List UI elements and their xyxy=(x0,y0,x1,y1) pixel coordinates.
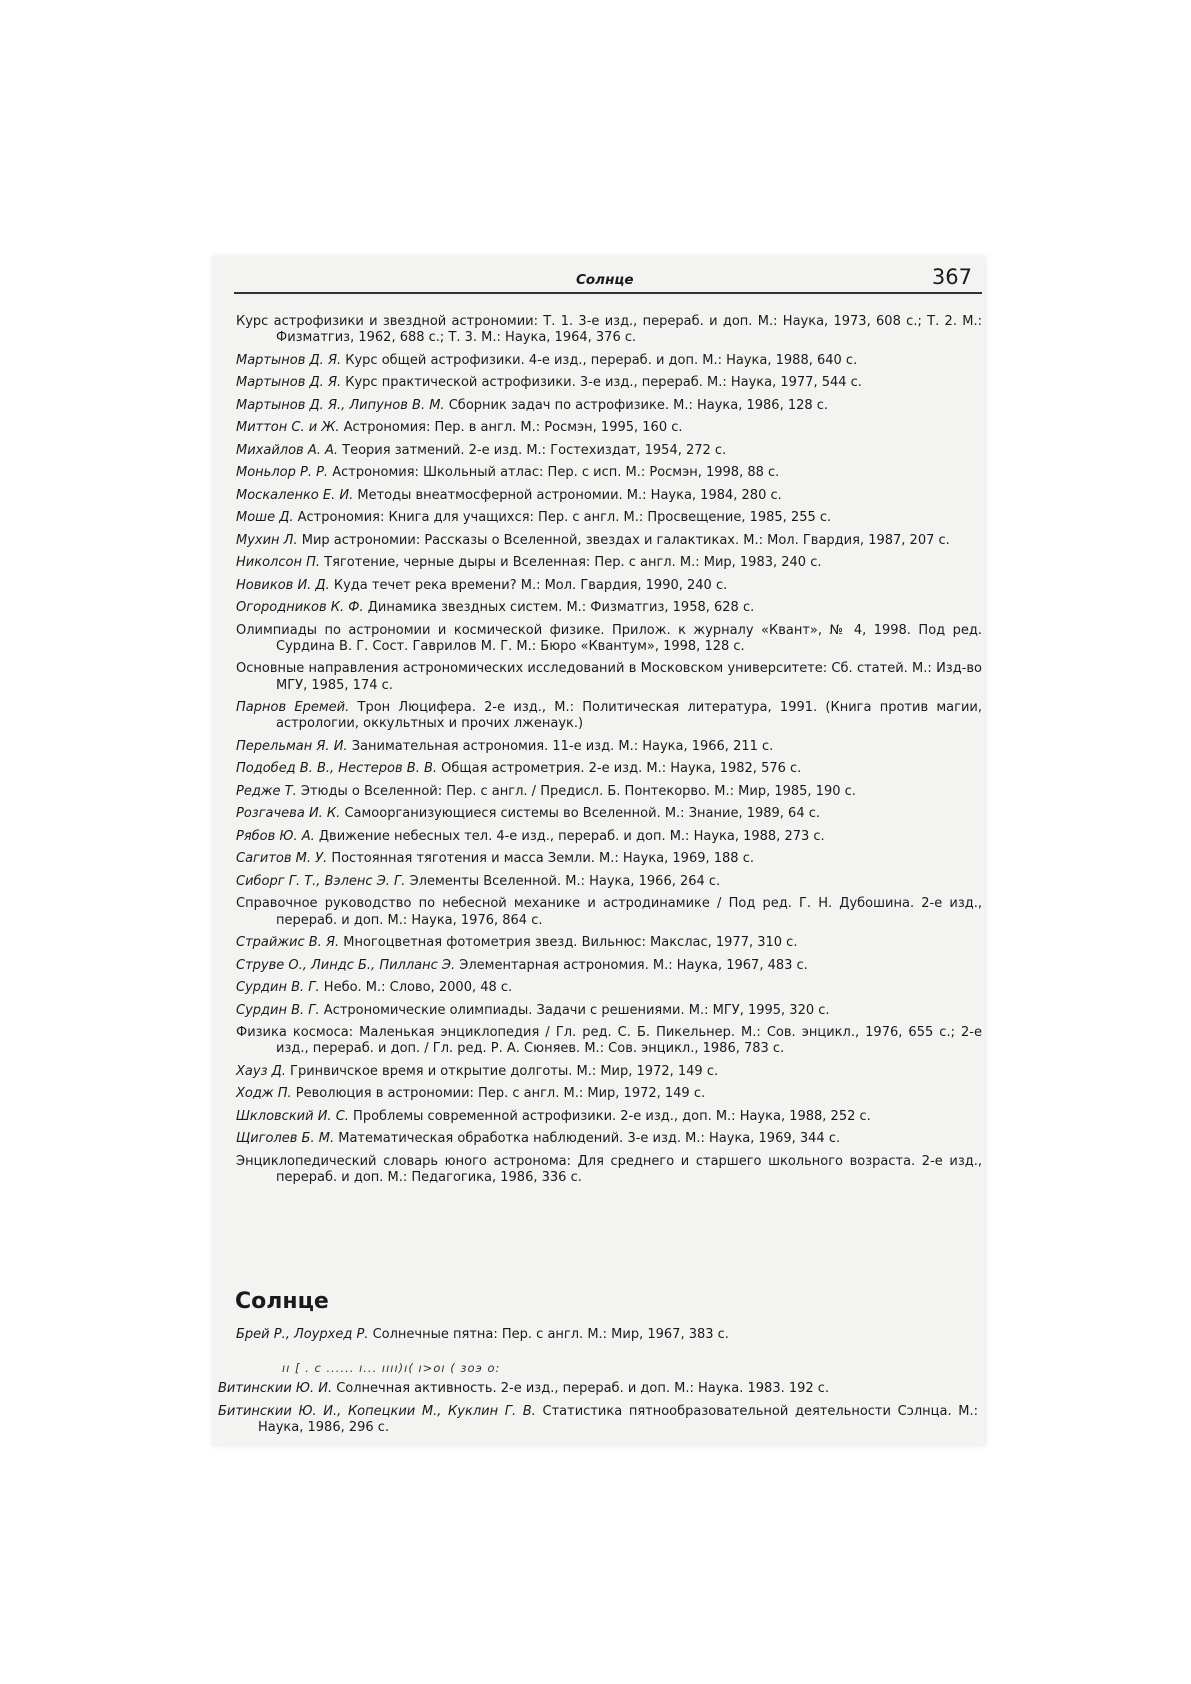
entry-author: Перельман Я. И. xyxy=(236,738,348,754)
entry-text: Трон Люцифера. 2-е изд., М.: Политическая литература, 1991. (Книга против магии, астрологии, оккультных и прочих лженаук.) xyxy=(276,700,982,732)
entry-author: Николсон П. xyxy=(236,555,320,571)
entry-text: Самоорганизующиеся системы во Вселенной. М.: Знание, 1989, 64 с. xyxy=(344,806,821,822)
entry-text: Математическая обработка наблюдений. 3-е изд. М.: Наука, 1969, 344 с. xyxy=(338,1131,841,1147)
bibliography-entry xyxy=(236,314,982,346)
entry-author: Сагитов М. У. xyxy=(236,851,328,867)
bibliography-entry xyxy=(236,958,982,974)
bibliography-entry xyxy=(236,1064,982,1080)
entry-text: Методы внеатмосферной астрономии. М.: Наука, 1984, 280 с. xyxy=(357,487,782,503)
entry-author: Витинскии Ю. И. xyxy=(218,1381,333,1396)
running-title: Солнце xyxy=(576,272,634,288)
entry-text: Мир астрономии: Рассказы о Вселенной, звездах и галактиках. М.: Мол. Гвардия, 1987, 207 с. xyxy=(301,532,950,548)
entry-text: Астрономия: Пер. в англ. М.: Росмэн, 1995, 160 с. xyxy=(343,420,683,436)
entry-text: Основные направления астрономических исследований в Московском университете: Сб. статей. М.: Изд-во МГУ, 1985, 174 с. xyxy=(236,661,982,693)
entry-author: Щиголев Б. М. xyxy=(236,1131,335,1147)
bibliography-entry xyxy=(236,623,982,655)
entry-author: Сиборг Г. Т., Вэленс Э. Г. xyxy=(236,873,406,889)
entry-text: Солнечная активность. 2-е изд., перераб. и доп. М.: Наука. 1983. 192 с. xyxy=(336,1381,830,1396)
entry-text: Небо. М.: Слово, 2000, 48 с. xyxy=(323,980,513,996)
entry-author: Михайлов А. А. xyxy=(236,442,339,458)
bibliography-entry xyxy=(236,488,982,504)
bibliography-entry xyxy=(236,533,982,549)
bibliography-entry xyxy=(236,761,982,777)
entry-text: Общая астрометрия. 2-е изд. М.: Наука, 1982, 576 с. xyxy=(441,761,802,777)
bibliography-entry xyxy=(236,1327,982,1343)
entry-author: Редже Т. xyxy=(236,783,297,799)
entry-text: Олимпиады по астрономии и космической физике. Прилож. к журналу «Квант», № 4, 1998. Под ред. Сурдина В. Г. Сост. Гаврилов М. Г. М.: Бюро «Квантум», 1998, 128 с. xyxy=(236,622,982,654)
header-rule xyxy=(234,292,982,294)
entry-author: Моше Д. xyxy=(236,510,294,526)
entry-author: Страйжис В. Я. xyxy=(236,935,340,951)
bibliography-entry xyxy=(236,375,982,391)
entry-text: Движение небесных тел. 4-е изд., перераб. и доп. М.: Наука, 1988, 273 с. xyxy=(318,828,825,844)
entry-author: Парнов Еремей. xyxy=(236,700,350,716)
entry-text: Теория затмений. 2-е изд. М.: Гостехиздат, 1954, 272 с. xyxy=(342,442,727,458)
bibliography-entry xyxy=(218,1381,978,1397)
bibliography-entry xyxy=(218,1404,978,1436)
bibliography-entry xyxy=(236,1003,982,1019)
entry-author: Битинскии Ю. И., Копецкии М., Куклин Г. В. xyxy=(218,1403,536,1419)
entry-author: Сурдин В. Г. xyxy=(236,1002,320,1018)
entry-text: Физика космоса: Маленькая энциклопедия / Гл. ред. С. Б. Пикельнер. М.: Сов. энцикл., 1976, 655 с.; 2-е изд., перераб. и доп. / Гл. ред. Р. А. Сюняев. М.: Сов. энцикл., 1986, 783 с. xyxy=(236,1025,982,1057)
entry-author: Моньлор Р. Р. xyxy=(236,465,329,481)
page-number: 367 xyxy=(931,265,972,289)
running-header xyxy=(236,262,982,292)
entry-author: Мартынов Д. Я., Липунов В. М. xyxy=(236,397,445,413)
entry-author: Мухин Л. xyxy=(236,532,298,548)
entry-text: Статистика пятнообразовательной деятельности Сɔлнца. М.: Наука, 1986, 296 с. xyxy=(258,1403,978,1435)
bibliography-entry xyxy=(236,700,982,732)
entry-text: Куда течет река времени? М.: Мол. Гвардия, 1990, 240 с. xyxy=(333,577,728,593)
bibliography-list xyxy=(236,314,982,1192)
entry-author: Миттон С. и Ж. xyxy=(236,420,340,436)
entry-text: Занимательная астрономия. 11-е изд. М.: Наука, 1966, 211 с. xyxy=(351,738,774,754)
bibliography-entry xyxy=(236,661,982,693)
bibliography-entry xyxy=(236,851,982,867)
bibliography-entry xyxy=(236,739,982,755)
entry-author: Струве О., Линдс Б., Пилланс Э. xyxy=(236,957,456,973)
entry-author: Розгачева И. К. xyxy=(236,806,341,822)
entry-text: Элементы Вселенной. М.: Наука, 1966, 264 с. xyxy=(409,873,721,889)
entry-author: Шкловский И. С. xyxy=(236,1108,349,1124)
bibliography-entry xyxy=(236,353,982,369)
entry-text: Астрономические олимпиады. Задачи с решениями. М.: МГУ, 1995, 320 с. xyxy=(323,1002,830,1018)
entry-author: Брей Р., Лоурхед Р. xyxy=(236,1327,369,1342)
entry-text: Гринвичское время и открытие долготы. М.: Мир, 1972, 149 с. xyxy=(290,1063,719,1079)
bibliography-entry xyxy=(236,874,982,890)
bibliography-entry xyxy=(236,443,982,459)
entry-text: Тяготение, черные дыры и Вселенная: Пер. с англ. М.: Мир, 1983, 240 с. xyxy=(324,555,822,571)
entry-text: Сборник задач по астрофизике. М.: Наука, 1986, 128 с. xyxy=(448,397,829,413)
bibliography-entry xyxy=(236,806,982,822)
bibliography-entry xyxy=(236,510,982,526)
entry-text: Астрономия: Книга для учащихся: Пер. с англ. М.: Просвещение, 1985, 255 с. xyxy=(297,510,832,526)
section-heading: Солнце xyxy=(235,1289,329,1314)
bibliography-entry xyxy=(236,1086,982,1102)
bibliography-entry xyxy=(236,1154,982,1186)
entry-text: Проблемы современной астрофизики. 2-е изд., доп. М.: Наука, 1988, 252 с. xyxy=(353,1108,871,1124)
entry-author: Сурдин В. Г. xyxy=(236,980,320,996)
bibliography-entry xyxy=(236,420,982,436)
entry-text: Элементарная астрономия. М.: Наука, 1967, 483 с. xyxy=(459,957,808,973)
bibliography-entry xyxy=(236,784,982,800)
entry-author: Рябов Ю. А. xyxy=(236,828,315,844)
entry-text: Астрономия: Школьный атлас: Пер. с исп. М.: Росмэн, 1998, 88 с. xyxy=(332,465,780,481)
bibliography-entry xyxy=(236,829,982,845)
bibliography-entry xyxy=(236,398,982,414)
entry-author: Хауз Д. xyxy=(236,1063,286,1079)
bibliography-entry xyxy=(236,1109,982,1125)
entry-author: Мартынов Д. Я. xyxy=(236,352,342,368)
entry-text: Курс практической астрофизики. 3-е изд., перераб. М.: Наука, 1977, 544 с. xyxy=(345,375,862,391)
entry-author: Огородников К. Ф. xyxy=(236,600,364,616)
section-bibliography-list xyxy=(236,1327,982,1350)
entry-text: Постоянная тяготения и масса Земли. М.: Наука, 1969, 188 с. xyxy=(331,851,754,867)
entry-author: Ходж П. xyxy=(236,1086,292,1102)
bibliography-entry xyxy=(236,555,982,571)
entry-text: Справочное руководство по небесной механике и астродинамике / Под ред. Г. Н. Дубошина. 2-е изд., перераб. и доп. М.: Наука, 1976, 864 с. xyxy=(236,896,982,928)
bibliography-entry xyxy=(236,1131,982,1147)
garbled-line: ıı [ . c ...... ı... ıııı)ı( ı>oı ( зоэ o: xyxy=(282,1361,501,1375)
bibliography-entry xyxy=(236,896,982,928)
bibliography-entry xyxy=(236,1025,982,1057)
entry-author: Мартынов Д. Я. xyxy=(236,375,342,391)
bibliography-entry xyxy=(236,578,982,594)
section-tail-list xyxy=(218,1381,978,1442)
entry-text: Курс астрофизики и звездной астрономии: Т. 1. 3-е изд., перераб. и доп. М.: Наука, 1973, 608 с.; Т. 2. М.: Физматгиз, 1962, 688 с.; Т. 3. М.: Наука, 1964, 376 с. xyxy=(236,314,982,346)
entry-text: Энциклопедический словарь юного астронома: Для среднего и старшего школьного возраста. 2-е изд., перераб. и доп. М.: Педагогика, 1986, 336 с. xyxy=(236,1153,982,1185)
entry-author: Новиков И. Д. xyxy=(236,577,330,593)
entry-author: Москаленко Е. И. xyxy=(236,487,354,503)
entry-text: Курс общей астрофизики. 4-е изд., перераб. и доп. М.: Наука, 1988, 640 с. xyxy=(345,352,858,368)
bibliography-entry xyxy=(236,935,982,951)
bibliography-entry xyxy=(236,980,982,996)
entry-text: Солнечные пятна: Пер. с англ. М.: Мир, 1967, 383 с. xyxy=(372,1327,729,1342)
entry-text: Этюды о Вселенной: Пер. с англ. / Предисл. Б. Понтекорво. М.: Мир, 1985, 190 с. xyxy=(300,783,856,799)
bibliography-entry xyxy=(236,465,982,481)
entry-text: Многоцветная фотометрия звезд. Вильнюс: Макслас, 1977, 310 с. xyxy=(343,935,798,951)
entry-text: Революция в астрономии: Пер. с англ. М.: Мир, 1972, 149 с. xyxy=(295,1086,706,1102)
bibliography-entry xyxy=(236,600,982,616)
entry-text: Динамика звездных систем. М.: Физматгиз, 1958, 628 с. xyxy=(367,600,755,616)
entry-author: Подобед В. В., Нестеров В. В. xyxy=(236,761,438,777)
